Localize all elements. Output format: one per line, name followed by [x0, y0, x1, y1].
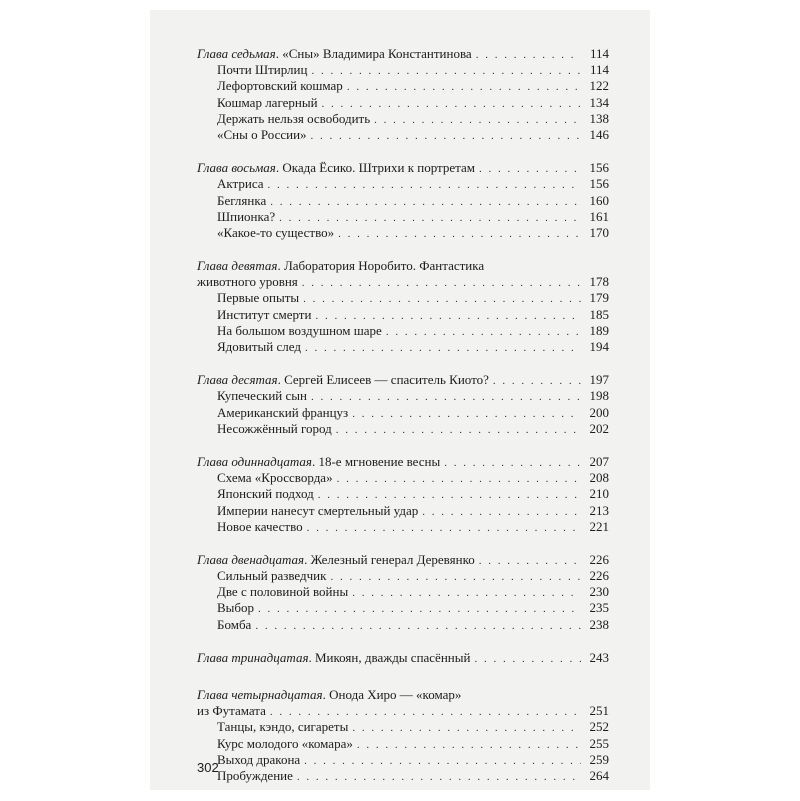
- toc-entry-page: 235: [589, 600, 609, 616]
- leader-dots: [307, 520, 581, 536]
- chapter-page: 114: [589, 46, 609, 61]
- chapter-number: Глава одиннадцатая: [197, 453, 312, 469]
- chapter-heading: [197, 160, 609, 176]
- leader-dots: [374, 112, 581, 128]
- chapter-heading: [197, 650, 609, 666]
- toc-entry-page: 170: [589, 224, 609, 240]
- toc-entry-label: Японский подход: [217, 486, 314, 502]
- leader-dots: [357, 737, 581, 753]
- toc-entry-page: 264: [589, 767, 609, 783]
- book-page: [150, 10, 650, 790]
- leader-dots: [337, 471, 581, 487]
- leader-dots: [352, 720, 581, 736]
- chapter-title: . Лаборатория Норобито. Фантастика: [277, 258, 485, 274]
- toc-entry-label: «Сны о России»: [217, 126, 307, 142]
- toc-entry: [197, 78, 609, 94]
- toc-entry: [197, 193, 609, 209]
- toc-entry: [197, 600, 609, 616]
- toc-entry-page: 156: [589, 176, 609, 192]
- chapter-heading: [197, 687, 609, 703]
- chapter-page: 251: [589, 703, 609, 719]
- chapter-number: Глава седьмая: [197, 46, 276, 61]
- toc-entry: [197, 768, 609, 784]
- toc-entry: [197, 95, 609, 111]
- toc-entry-label: На большом воздушном шаре: [217, 322, 382, 338]
- leader-dots: [268, 177, 581, 193]
- toc-entry-label: Купеческий сын: [217, 388, 307, 404]
- chapter-title: . «Сны» Владимира Константинова: [275, 46, 472, 61]
- leader-dots: [258, 601, 581, 617]
- toc-entry: [197, 127, 609, 143]
- toc-entry: [197, 486, 609, 502]
- toc-entry-label: Американский француз: [217, 404, 349, 420]
- toc-entry-page: 230: [589, 584, 609, 600]
- chapter-page: 197: [589, 372, 609, 388]
- leader-dots: [315, 308, 581, 324]
- chapter-title: . Окада Ёсико. Штрихи к портретам: [275, 160, 475, 176]
- toc-entry: [197, 62, 609, 78]
- toc-entry-label: Выбор: [217, 600, 255, 616]
- toc-entry: [197, 405, 609, 421]
- chapter-heading: [197, 372, 609, 388]
- toc-entry: [197, 111, 609, 127]
- toc-entry-page: 194: [589, 339, 609, 354]
- toc-entry-label: Пробуждение: [217, 767, 293, 783]
- toc-chapter: [197, 454, 609, 535]
- leader-dots: [493, 373, 581, 389]
- chapter-title-line2: из Футамата: [197, 703, 266, 719]
- toc-entry: [197, 176, 609, 192]
- leader-dots: [311, 128, 581, 144]
- toc-entry-page: 210: [589, 486, 609, 502]
- leader-dots: [305, 340, 581, 356]
- page-number: 302: [197, 760, 219, 775]
- chapter-title-line2: животного уровня: [197, 274, 298, 290]
- leader-dots: [336, 422, 581, 438]
- toc-entry-page: 161: [589, 208, 609, 224]
- leader-dots: [318, 487, 581, 503]
- toc-entry-label: Новое качество: [217, 518, 303, 534]
- toc-entry-label: «Какое-то существо»: [217, 224, 335, 240]
- toc-entry-page: 160: [589, 192, 609, 208]
- toc-entry: [197, 617, 609, 633]
- toc-chapter: [197, 650, 609, 666]
- chapter-page: 243: [589, 649, 609, 665]
- leader-dots: [302, 275, 581, 291]
- toc-entry-label: Бомба: [217, 616, 252, 632]
- toc-entry: [197, 421, 609, 437]
- leader-dots: [304, 753, 581, 769]
- leader-dots: [297, 769, 581, 785]
- leader-dots: [311, 63, 581, 79]
- toc-entry-page: 179: [589, 290, 609, 306]
- toc-entry: [197, 323, 609, 339]
- chapter-heading: [197, 552, 609, 568]
- toc-entry-label: Сильный разведчик: [217, 568, 327, 584]
- toc-entry-page: 122: [589, 78, 609, 94]
- leader-dots: [255, 618, 581, 634]
- leader-dots: [476, 47, 581, 63]
- toc-entry-page: 114: [589, 62, 609, 78]
- chapter-number: Глава четырнадцатая: [197, 687, 323, 702]
- toc-entry-label: Ядовитый след: [217, 339, 301, 354]
- toc-entry-page: 200: [589, 404, 609, 420]
- toc-entry-page: 238: [589, 616, 609, 632]
- toc-chapter: [197, 372, 609, 437]
- chapter-heading: [197, 454, 609, 470]
- chapter-page: 226: [589, 551, 609, 567]
- toc-chapter: [197, 160, 609, 241]
- toc-entry-label: Институт смерти: [217, 306, 312, 322]
- leader-dots: [303, 291, 581, 307]
- chapter-title: . Микоян, дважды спасённый: [308, 649, 471, 665]
- chapter-number: Глава тринадцатая: [197, 649, 309, 665]
- toc-entry-page: 134: [589, 94, 609, 110]
- toc-entry-label: Первые опыты: [217, 290, 300, 306]
- toc-entry-page: 189: [589, 322, 609, 338]
- chapter-number: Глава восьмая: [197, 160, 276, 176]
- chapter-number: Глава десятая: [197, 372, 278, 388]
- chapter-number: Глава двенадцатая: [197, 551, 305, 567]
- toc-entry-page: 221: [589, 518, 609, 534]
- toc-entry-page: 146: [589, 126, 609, 142]
- toc-entry-page: 208: [589, 470, 609, 486]
- leader-dots: [347, 79, 581, 95]
- leader-dots: [479, 553, 581, 569]
- chapter-title: . Сергей Елисеев — спаситель Киото?: [277, 372, 489, 388]
- toc-entry-label: Курс молодого «комара»: [217, 735, 353, 751]
- leader-dots: [352, 406, 581, 422]
- leader-dots: [474, 651, 581, 667]
- toc-entry-page: 226: [589, 568, 609, 584]
- chapter-page: 207: [589, 453, 609, 469]
- toc-entry-label: Шпионка?: [217, 208, 276, 224]
- toc-entry-label: Танцы, кэндо, сигареты: [217, 719, 349, 735]
- leader-dots: [444, 455, 581, 471]
- toc-entry: [197, 584, 609, 600]
- toc-entry: [197, 752, 609, 768]
- toc-chapter: [197, 258, 609, 355]
- toc-entry: [197, 719, 609, 735]
- table-of-contents: [197, 46, 609, 801]
- leader-dots: [322, 96, 581, 112]
- toc-entry-page: 252: [589, 719, 609, 735]
- leader-dots: [422, 504, 581, 520]
- chapter-title: . 18-е мгновение весны: [311, 453, 441, 469]
- leader-dots: [311, 389, 581, 405]
- toc-entry-page: 213: [589, 502, 609, 518]
- leader-dots: [479, 161, 581, 177]
- toc-chapter: [197, 687, 609, 784]
- chapter-heading-continued: [197, 274, 609, 290]
- leader-dots: [270, 704, 581, 720]
- leader-dots: [330, 569, 581, 585]
- toc-entry: [197, 307, 609, 323]
- toc-entry-label: Держать нельзя освободить: [217, 110, 371, 126]
- toc-chapter: [197, 46, 609, 143]
- chapter-title: . Железный генерал Деревянко: [304, 551, 475, 567]
- toc-entry-page: 255: [589, 735, 609, 751]
- toc-entry-page: 198: [589, 388, 609, 404]
- leader-dots: [386, 324, 581, 340]
- leader-dots: [270, 194, 581, 210]
- leader-dots: [352, 585, 581, 601]
- chapter-heading: [197, 46, 609, 62]
- toc-entry: [197, 519, 609, 535]
- chapter-title: . Онода Хиро — «комар»: [322, 687, 462, 702]
- toc-entry-label: Лефортовский кошмар: [217, 78, 343, 94]
- toc-entry: [197, 568, 609, 584]
- chapter-page: 178: [589, 274, 609, 290]
- toc-entry: [197, 503, 609, 519]
- leader-dots: [279, 210, 581, 226]
- toc-entry: [197, 339, 609, 355]
- toc-entry-label: Схема «Кроссворда»: [217, 470, 333, 486]
- toc-entry-label: Выход дракона: [217, 751, 301, 767]
- toc-entry-page: 138: [589, 110, 609, 126]
- chapter-page: 156: [589, 160, 609, 176]
- toc-entry-label: Кошмар лагерный: [217, 94, 318, 110]
- toc-entry-label: Несожжённый город: [217, 420, 332, 436]
- toc-entry: [197, 290, 609, 306]
- toc-entry-label: Беглянка: [217, 192, 267, 208]
- toc-entry: [197, 470, 609, 486]
- toc-entry-label: Две с половиной войны: [217, 584, 349, 600]
- toc-entry: [197, 225, 609, 241]
- toc-entry: [197, 388, 609, 404]
- leader-dots: [338, 226, 581, 242]
- toc-entry-label: Империи нанесут смертельный удар: [217, 502, 419, 518]
- toc-entry-page: 185: [589, 306, 609, 322]
- toc-chapter: [197, 552, 609, 633]
- toc-entry: [197, 736, 609, 752]
- toc-entry-page: 202: [589, 420, 609, 436]
- chapter-number: Глава девятая: [197, 258, 278, 274]
- chapter-heading: [197, 258, 609, 274]
- toc-entry-page: 259: [589, 751, 609, 767]
- toc-entry: [197, 209, 609, 225]
- toc-entry-label: Почти Штирлиц: [217, 62, 308, 78]
- toc-entry-label: Актриса: [217, 176, 264, 192]
- chapter-heading-continued: [197, 703, 609, 719]
